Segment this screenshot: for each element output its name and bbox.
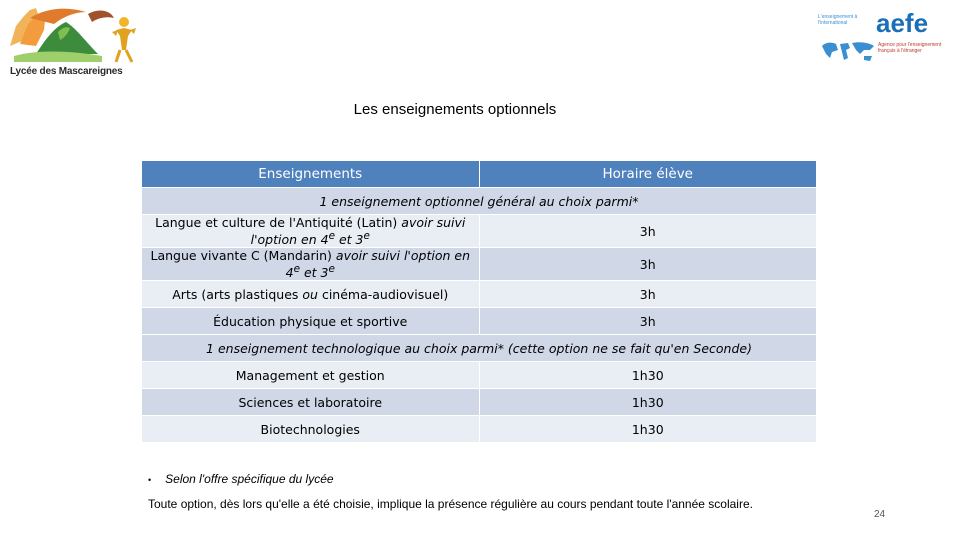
table-row (142, 215, 817, 248)
bullet-icon: • (148, 475, 152, 485)
footnote (148, 472, 334, 486)
section-technologique-label: 1 enseignement technologique au choix parmi* (cette option ne se fait qu'en Seconde) (142, 335, 817, 362)
table-row (142, 308, 817, 335)
world-map-icon (820, 40, 876, 64)
hours-cell: 3h (479, 248, 817, 281)
aefe-wordmark: aefe (876, 8, 929, 38)
aefe-agency-name: Agence pour l'enseignement français à l'étranger (878, 42, 942, 54)
subject-cell: Management et gestion (142, 362, 480, 389)
subject-cell: Sciences et laboratoire (142, 389, 480, 416)
table-row (142, 248, 817, 281)
aefe-logo (818, 8, 948, 70)
header-enseignements: Enseignements (142, 161, 480, 188)
section-general-label: 1 enseignement optionnel général au choix parmi* (142, 188, 817, 215)
subject-cell: Langue et culture de l'Antiquité (Latin) avoir suivi l'option en 4e et 3e (142, 215, 480, 248)
school-name: Lycée des Mascareignes (10, 66, 123, 77)
hours-cell: 1h30 (479, 389, 817, 416)
table-header-row (142, 161, 817, 188)
subject-cell: Arts (arts plastiques ou cinéma-audiovisuel) (142, 281, 480, 308)
page-title: Les enseignements optionnels (353, 101, 557, 118)
table-row (142, 389, 817, 416)
footnote-text: Selon l'offre spécifique du lycée (165, 472, 334, 486)
hours-cell: 1h30 (479, 416, 817, 443)
table-row (142, 281, 817, 308)
hours-cell: 3h (479, 215, 817, 248)
page-number: 24 (874, 509, 886, 520)
subject-cell: Éducation physique et sportive (142, 308, 480, 335)
school-logo (6, 6, 140, 84)
hours-cell: 1h30 (479, 362, 817, 389)
hours-cell: 3h (479, 308, 817, 335)
section-row-technologique (142, 335, 817, 362)
hours-cell: 3h (479, 281, 817, 308)
header-horaire: Horaire élève (479, 161, 817, 188)
table-row (142, 362, 817, 389)
subject-cell: Langue vivante C (Mandarin) avoir suivi l'option en 4e et 3e (142, 248, 480, 281)
footer-text: Toute option, dès lors qu'elle a été choisie, implique la présence régulière au cours pendant toute l'année scolaire. (148, 497, 753, 511)
school-logo-icon (6, 6, 140, 68)
aefe-tagline: L'enseignement à l'international (818, 14, 858, 26)
subject-cell: Biotechnologies (142, 416, 480, 443)
section-row-general (142, 188, 817, 215)
table-row (142, 416, 817, 443)
options-table (141, 160, 817, 443)
